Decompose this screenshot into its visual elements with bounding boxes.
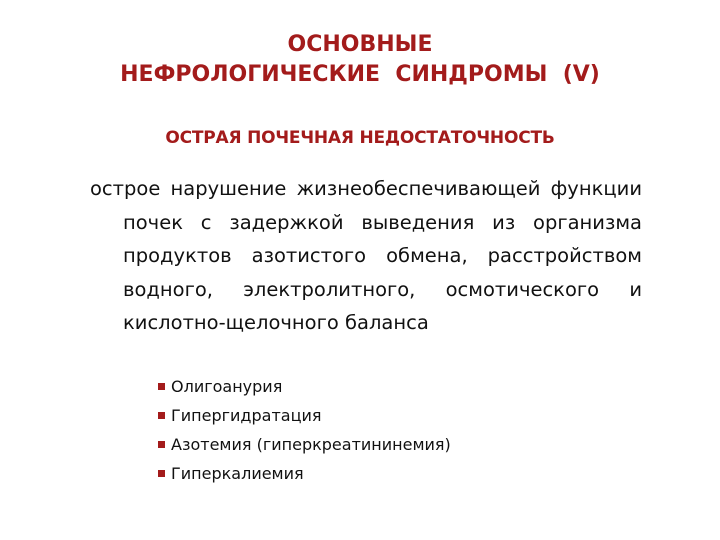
- list-item-label: Олигоанурия: [171, 377, 283, 396]
- square-bullet-icon: [158, 412, 165, 419]
- slide-title-line: ОСНОВНЫЕ: [287, 32, 433, 57]
- slide-title: [60, 30, 660, 90]
- list-item-label: Азотемия (гиперкреатининемия): [171, 435, 451, 454]
- slide-subtitle: ОСТРАЯ ПОЧЕЧНАЯ НЕДОСТАТОЧНОСТЬ: [165, 128, 555, 148]
- list-item-label: Гиперкалиемия: [171, 464, 304, 483]
- list-item: [158, 372, 451, 401]
- list-item: [158, 430, 451, 459]
- slide-title-line: НЕФРОЛОГИЧЕСКИЕ СИНДРОМЫ (V): [120, 62, 600, 87]
- symptom-list: [158, 372, 451, 488]
- list-item-label: Гипергидратация: [171, 406, 322, 425]
- square-bullet-icon: [158, 441, 165, 448]
- list-item: [158, 401, 451, 430]
- square-bullet-icon: [158, 383, 165, 390]
- list-item: [158, 459, 451, 488]
- square-bullet-icon: [158, 470, 165, 477]
- definition-text: острое нарушение жизнеобеспечивающей функции почек с задержкой выведения из организма продуктов азотистого обмена, расстройством водного, электролитного, осмотического и кислотно-щелочного баланса: [90, 177, 642, 334]
